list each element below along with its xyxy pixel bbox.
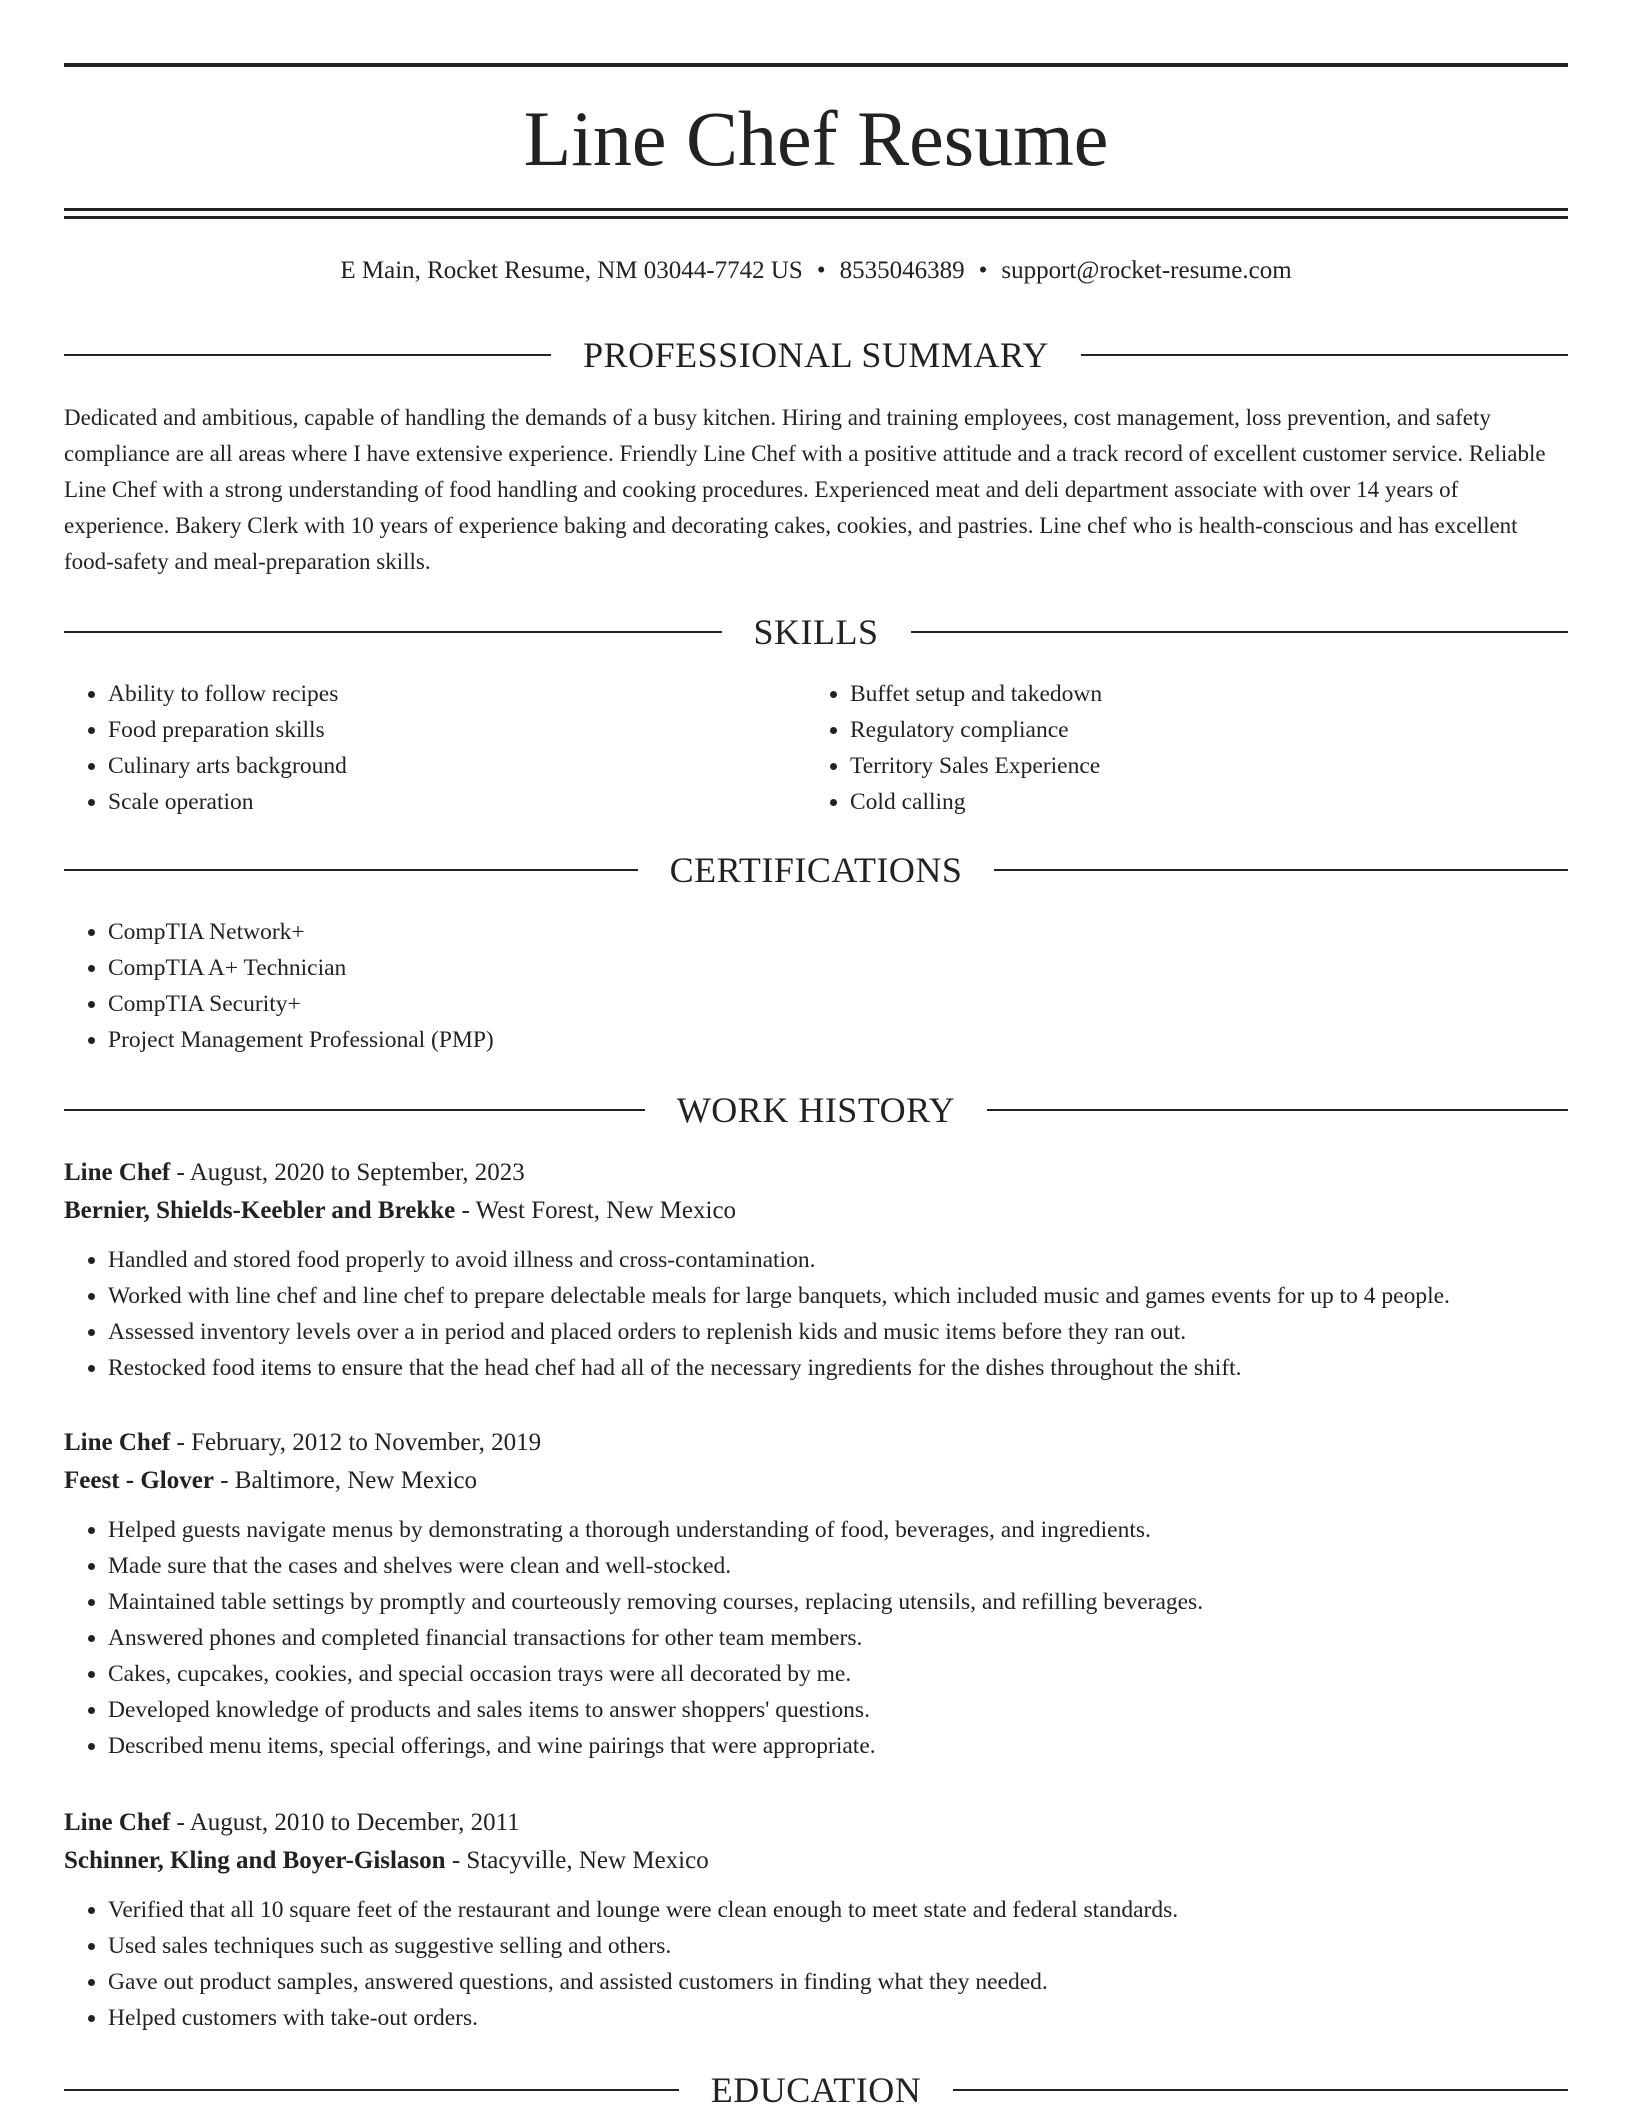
heading-rule xyxy=(994,869,1568,871)
job-dates: - August, 2020 to September, 2023 xyxy=(170,1159,525,1186)
duty-item: • Answered phones and completed financial transactions for other team members. xyxy=(108,1620,1568,1656)
duty-item: • Helped customers with take-out orders. xyxy=(108,2000,1568,2036)
skills-column-left xyxy=(64,676,764,820)
job-location: - Baltimore, New Mexico xyxy=(213,1467,478,1494)
duty-item: • Gave out product samples, answered questions, and assisted customers in finding what they needed. xyxy=(108,1964,1568,2000)
duty-item: • Helped guests navigate menus by demonstrating a thorough understanding of food, beverages, and ingredients. xyxy=(108,1512,1568,1548)
skill-item: • Regulatory compliance xyxy=(850,712,1506,748)
job-title-line xyxy=(64,1154,1568,1192)
job-company: Feest - Glover xyxy=(64,1467,214,1494)
duty-item: • Cakes, cupcakes, cookies, and special occasion trays were all decorated by me. xyxy=(108,1656,1568,1692)
heading-rule xyxy=(64,354,551,356)
job-title-line xyxy=(64,1424,1568,1462)
job-role: Line Chef xyxy=(64,1429,171,1456)
section-heading-work xyxy=(64,1088,1568,1132)
heading-rule xyxy=(953,2089,1568,2091)
job-duties xyxy=(64,1892,1568,2036)
job-company-line xyxy=(64,1192,1568,1230)
job-dates: - August, 2010 to December, 2011 xyxy=(170,1809,520,1836)
duty-item: • Handled and stored food properly to avoid illness and cross-contamination. xyxy=(108,1242,1568,1278)
skill-item: • Cold calling xyxy=(850,784,1506,820)
contact-line xyxy=(64,254,1568,288)
heading-rule xyxy=(911,631,1569,633)
certification-item: • CompTIA Security+ xyxy=(108,986,964,1022)
heading-rule xyxy=(64,2089,679,2091)
job-entry xyxy=(64,1424,1568,1764)
job-location: - West Forest, New Mexico xyxy=(455,1197,737,1224)
contact-phone: 8535046389 xyxy=(839,257,965,284)
job-duties xyxy=(64,1512,1568,1764)
certification-item: • CompTIA A+ Technician xyxy=(108,950,964,986)
section-heading-summary xyxy=(64,333,1568,377)
certifications-list xyxy=(64,914,964,1058)
job-title-line xyxy=(64,1804,1568,1842)
section-title: SKILLS xyxy=(753,612,879,652)
job-dates: - February, 2012 to November, 2019 xyxy=(170,1429,542,1456)
certification-item: • CompTIA Network+ xyxy=(108,914,964,950)
section-title: WORK HISTORY xyxy=(676,1090,956,1130)
certification-item: • Project Management Professional (PMP) xyxy=(108,1022,964,1058)
job-company-line xyxy=(64,1842,1568,1880)
heading-rule xyxy=(64,631,722,633)
job-location: - Stacyville, New Mexico xyxy=(445,1847,709,1874)
skill-item: • Territory Sales Experience xyxy=(850,748,1506,784)
job-entry xyxy=(64,1804,1568,2036)
contact-separator: • xyxy=(816,257,826,284)
title-rule-lower xyxy=(64,216,1568,219)
section-title: PROFESSIONAL SUMMARY xyxy=(583,335,1049,375)
summary-text: Dedicated and ambitious, capable of handling the demands of a busy kitchen. Hiring and training employees, cost management, loss prevention, and safety compliance are all areas where I have extensive experience. Friendly Line Chef with a positive attitude and a track record of excellent customer service. Reliable Line Chef with a strong understanding of food handling and cooking procedures. Experienced meat and deli department associate with over 14 years of experience. Bakery Clerk with 10 years of experience baking and decorating cakes, cookies, and pastries. Line chef who is health-conscious and has excellent food-safety and meal-preparation skills. xyxy=(64,405,1546,574)
section-heading-certifications xyxy=(64,848,1568,892)
section-title: EDUCATION xyxy=(710,2070,922,2110)
duty-item: • Assessed inventory levels over a in period and placed orders to replenish kids and music items before they ran out. xyxy=(108,1314,1568,1350)
section-heading-skills xyxy=(64,610,1568,654)
skill-item: • Buffet setup and takedown xyxy=(850,676,1506,712)
heading-rule xyxy=(64,869,638,871)
job-entry xyxy=(64,1154,1568,1386)
skill-item: • Ability to follow recipes xyxy=(108,676,764,712)
contact-address: E Main, Rocket Resume, NM 03044-7742 US xyxy=(340,257,803,284)
duty-item: • Made sure that the cases and shelves were clean and well-stocked. xyxy=(108,1548,1568,1584)
skill-item: • Food preparation skills xyxy=(108,712,764,748)
job-company: Bernier, Shields-Keebler and Brekke xyxy=(64,1197,456,1224)
job-role: Line Chef xyxy=(64,1159,171,1186)
section-heading-education xyxy=(64,2068,1568,2112)
duty-item: • Worked with line chef and line chef to prepare delectable meals for large banquets, which included music and games events for up to 4 people. xyxy=(108,1278,1568,1314)
job-company-line xyxy=(64,1462,1568,1500)
heading-rule xyxy=(987,1109,1568,1111)
contact-email[interactable]: support@rocket-resume.com xyxy=(1001,257,1292,284)
skills-column-right xyxy=(806,676,1506,820)
heading-rule xyxy=(1081,354,1568,356)
contact-separator: • xyxy=(978,257,988,284)
job-duties xyxy=(64,1242,1568,1386)
section-title: CERTIFICATIONS xyxy=(669,850,963,890)
duty-item: • Maintained table settings by promptly and courteously removing courses, replacing utensils, and refilling beverages. xyxy=(108,1584,1568,1620)
duty-item: • Restocked food items to ensure that the head chef had all of the necessary ingredients for the dishes throughout the shift. xyxy=(108,1350,1568,1386)
top-rule xyxy=(64,63,1568,67)
duty-item: • Used sales techniques such as suggestive selling and others. xyxy=(108,1928,1568,1964)
duty-item: • Developed knowledge of products and sales items to answer shoppers' questions. xyxy=(108,1692,1568,1728)
heading-rule xyxy=(64,1109,645,1111)
skill-item: • Scale operation xyxy=(108,784,764,820)
job-role: Line Chef xyxy=(64,1809,171,1836)
title-rule-upper xyxy=(64,208,1568,211)
duty-item: • Described menu items, special offerings, and wine pairings that were appropriate. xyxy=(108,1728,1568,1764)
duty-item: • Verified that all 10 square feet of the restaurant and lounge were clean enough to meet state and federal standards. xyxy=(108,1892,1568,1928)
job-company: Schinner, Kling and Boyer-Gislason xyxy=(64,1847,446,1874)
resume-title: Line Chef Resume xyxy=(523,95,1109,182)
skill-item: • Culinary arts background xyxy=(108,748,764,784)
